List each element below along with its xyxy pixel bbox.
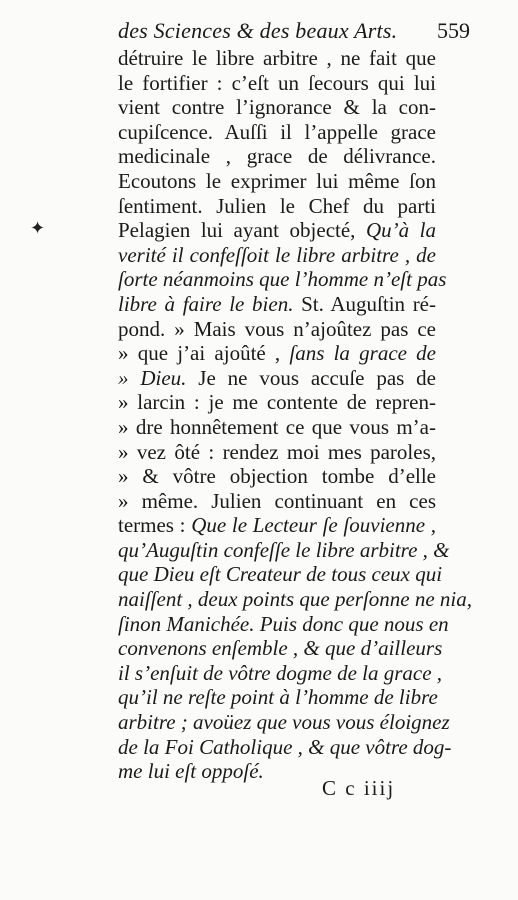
text-line [118, 464, 436, 489]
italic-text: que Dieu eſt Createur de tous ceux qui [118, 562, 443, 587]
roman-text: pond. » Mais vous n’ajoûtez pas ce [118, 316, 436, 341]
text-line [118, 95, 436, 120]
text-line [118, 317, 436, 342]
italic-text: ſorte néanmoins que l’homme n’eſt pas [118, 267, 447, 292]
margin-mark-icon: ✦ [30, 218, 46, 238]
italic-text: qu’il ne reſte point à l’homme de libre [118, 685, 438, 710]
body-text [118, 46, 473, 784]
roman-text: St. Auguſtin ré- [293, 291, 436, 316]
page-header [118, 18, 470, 48]
text-line [118, 734, 452, 760]
italic-text: de la Foi Catholique , & que vôtre dog- [118, 734, 452, 759]
roman-text: Je ne vous accuſe pas de [186, 365, 436, 390]
italic-text: qu’Auguſtin confeſſe le libre arbitre , & [118, 537, 450, 562]
text-line [118, 144, 436, 169]
text-line [118, 660, 443, 686]
roman-text: le fortifier : c’eſt un ſecours qui lui [118, 70, 436, 95]
text-line [118, 636, 443, 661]
roman-text: » que j’ai ajoûté , [118, 341, 290, 366]
roman-text: termes : [118, 513, 192, 538]
text-line [118, 169, 436, 194]
italic-text: arbitre ; avoüez que vous vous éloignez [118, 710, 450, 735]
roman-text: » & vôtre objection tombe d’elle [118, 464, 436, 489]
roman-text: » vez ôté : rendez moi mes paroles, [118, 439, 436, 464]
roman-text: ſentiment. Julien le Chef du parti [118, 193, 436, 218]
text-line [118, 489, 436, 514]
text-line [118, 366, 436, 391]
roman-text: medicinale , grace de délivrance. [118, 144, 436, 169]
signature-mark: C c iiij [322, 776, 396, 800]
italic-text: convenons enſemble , & que d’ailleurs [118, 636, 443, 661]
italic-text: me lui eſt oppoſé. [118, 759, 264, 784]
text-line [118, 341, 436, 366]
italic-text: » Dieu. [118, 365, 187, 390]
page-number: 559 [437, 18, 470, 43]
text-line [118, 440, 436, 465]
italic-text: il s’enſuit de vôtre dogme de la grace , [118, 660, 443, 685]
text-line [118, 292, 436, 317]
roman-text: » larcin : je me contente de repren- [118, 390, 436, 415]
italic-text: Qu’à la [365, 218, 436, 243]
text-line [118, 120, 436, 145]
italic-text: libre à faire le bien. [118, 291, 294, 316]
text-line [118, 46, 436, 71]
text-line [118, 390, 436, 415]
text-line [118, 562, 443, 587]
text-line [118, 267, 447, 292]
text-line [118, 537, 450, 563]
running-head: des Sciences & des beaux Arts. [118, 18, 398, 43]
italic-text: ſans la grace de [289, 341, 436, 366]
italic-text: ſinon Manichée. Puis donc que nous en [118, 611, 449, 636]
text-line [118, 243, 436, 268]
italic-text: Que le Lecteur ſe ſouvienne , [191, 513, 437, 538]
text-line [118, 194, 436, 219]
text-line [118, 587, 473, 612]
text-line [118, 513, 436, 538]
roman-text: vient contre l’ignorance & la con- [118, 95, 436, 120]
text-line [118, 611, 449, 637]
roman-text: » même. Julien continuant en ces [118, 488, 436, 513]
roman-text: Ecoutons le exprimer lui même ſon [118, 168, 436, 193]
italic-text: verité il confeſſoit le libre arbitre , de [118, 242, 436, 267]
text-line [118, 685, 436, 710]
roman-text: Pelagien lui ayant objecté, [118, 218, 366, 243]
italic-text: naiſſent , deux points que perſonne ne nia, [118, 587, 473, 612]
text-line [118, 71, 436, 96]
roman-text: détruire le libre arbitre , ne fait que [118, 46, 436, 70]
roman-text: cupiſcence. Auſſi il l’appelle grace [118, 119, 436, 144]
text-line [118, 218, 436, 243]
text-line [118, 710, 450, 735]
roman-text: » dre honnêtement ce que vous m’a- [118, 414, 436, 439]
text-line [118, 415, 436, 440]
